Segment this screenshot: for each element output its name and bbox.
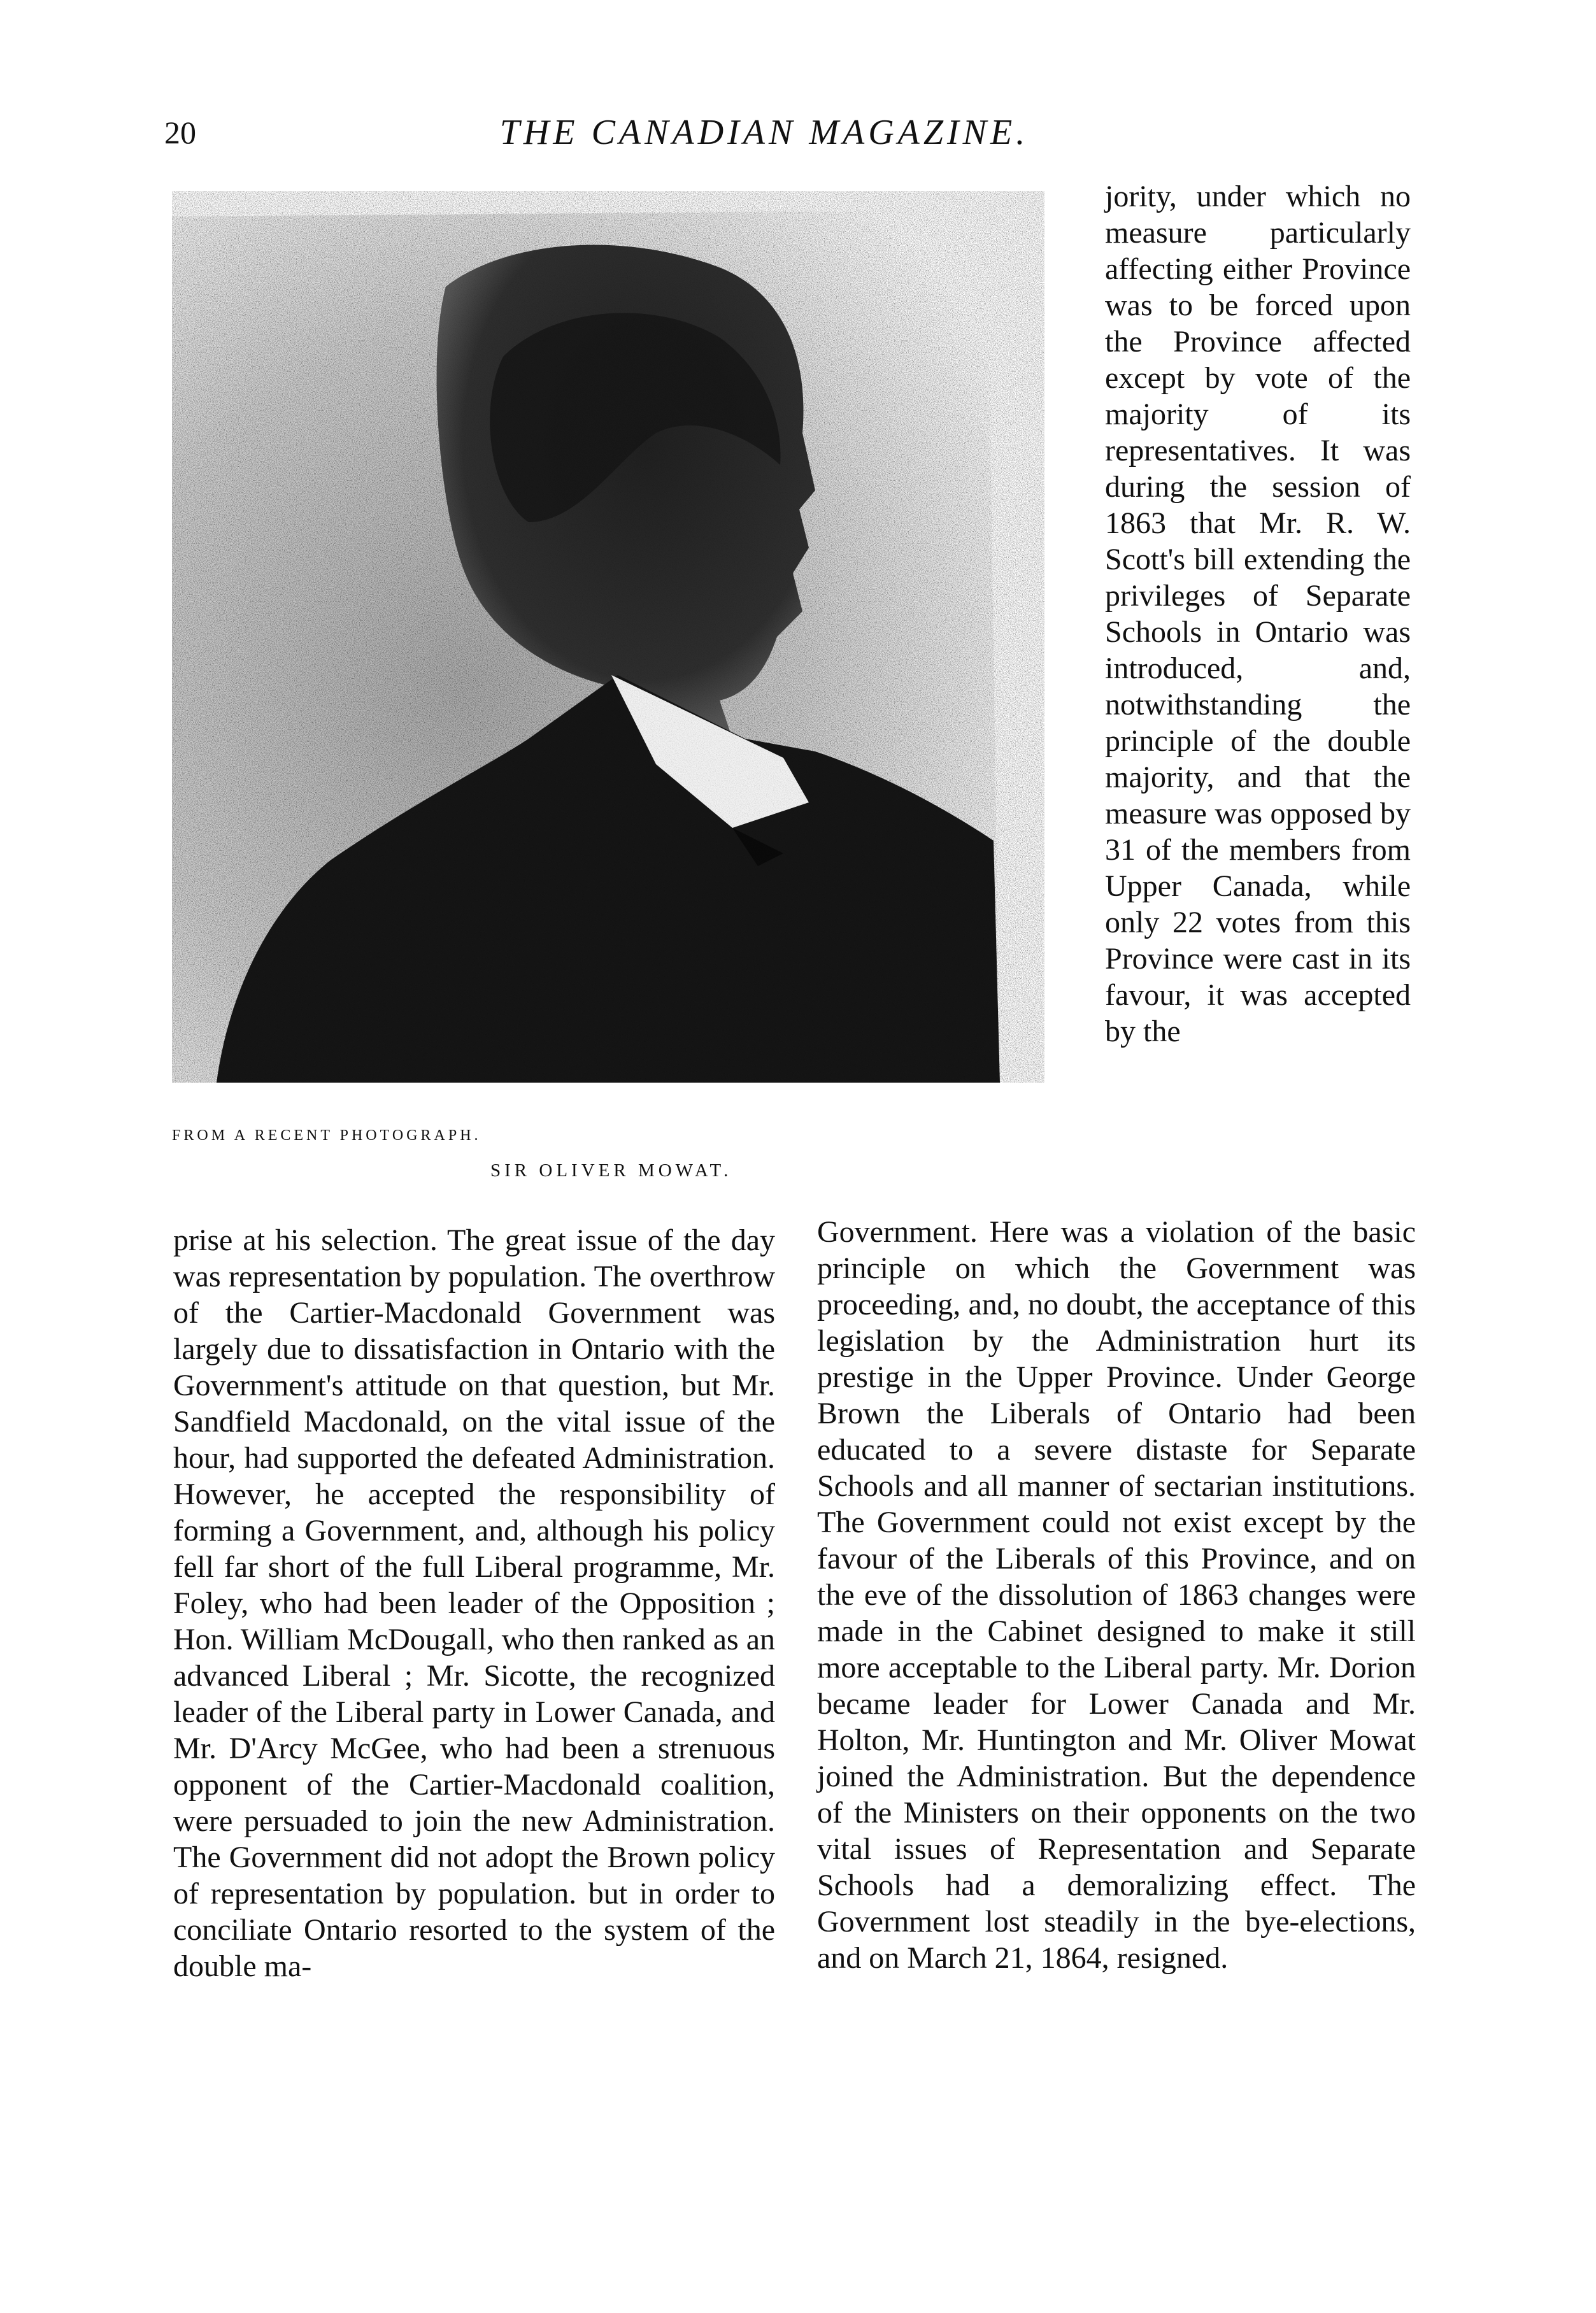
- portrait-photograph: [172, 191, 1044, 1083]
- paragraph: jority, under which no measure particularly affecting either Province was to be forced upon the Province affected except by vote of the majority of its representatives. It was during the session of 1863 that Mr. R. W. Scott's bill extending the privileges of Separate Schools in Ontario was introduced, and, notwithstanding the principle of the double majority, and that the measure was opposed by 31 of the members from Upper Canada, while only 22 votes from this Province were cast in its favour, it was accepted by the: [1105, 180, 1411, 1048]
- paragraph: prise at his selection. The great issue of the day was representation by population. The overthrow of the Cartier-Macdonald Government was largely due to dissatisfaction in Ontario with the Government's attitude on that question, but Mr. Sandfield Macdonald, on the vital issue of the hour, had supported the defeated Administration. However, he accepted the responsibility of forming a Government, and, although his policy fell far short of the full Liberal programme, Mr. Foley, who had been leader of the Opposition ; Hon. William McDougall, who then ranked as an advanced Liberal ; Mr. Sicotte, the recognized leader of the Liberal party in Lower Canada, and Mr. D'Arcy McGee, who had been a strenuous opponent of the Cartier-Macdonald coalition, were persuaded to join the new Administration. The Government did not adopt the Brown policy of representation by population. but in order to conciliate Ontario resorted to the system of the double ma-: [173, 1223, 775, 1983]
- text-column-left: [173, 1222, 775, 1984]
- paragraph: Government. Here was a violation of the basic principle on which the Government was proceeding, and, no doubt, the acceptance of this legislation by the Administration hurt its prestige in the Upper Province. Under George Brown the Liberals of Ontario had been educated to a severe distaste for Separate Schools and all manner of sectarian institutions. The Government could not exist except by the favour of the Liberals of this Province, and on the eve of the dissolution of 1863 changes were made in the Cabinet designed to make it still more acceptable to the Liberal party. Mr. Dorion became leader for Lower Canada and Mr. Holton, Mr. Huntington and Mr. Oliver Mowat joined the Administration. But the dependence of the Ministers on their opponents on the two vital issues of Representation and Separate Schools had a demoralizing effect. The Government lost steadily in the bye-elections, and on March 21, 1864, resigned.: [817, 1215, 1416, 1975]
- photo-credit: FROM A RECENT PHOTOGRAPH.: [172, 1127, 481, 1144]
- page-number: 20: [164, 115, 196, 150]
- running-head: THE CANADIAN MAGAZINE.: [499, 113, 1029, 152]
- text-column-lower-right: [817, 1214, 1416, 1976]
- text-column-upper-right: [1105, 178, 1411, 1050]
- photo-caption: SIR OLIVER MOWAT.: [490, 1160, 732, 1181]
